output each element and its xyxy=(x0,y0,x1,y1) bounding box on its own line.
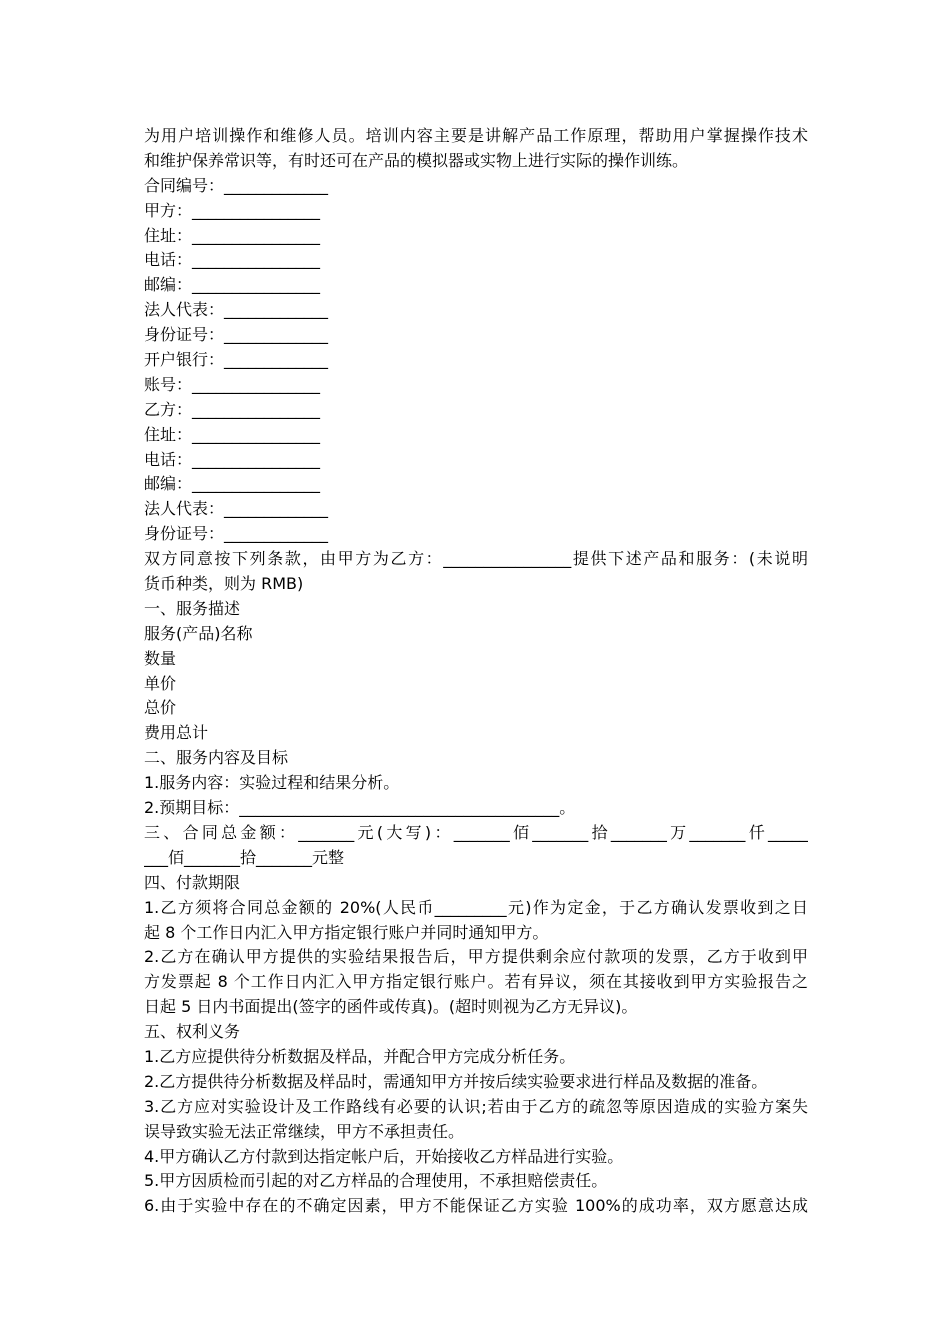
text-line: 2.乙方提供待分析数据及样品时，需通知甲方并按后续实验要求进行样品及数据的准备。 xyxy=(144,1071,768,1091)
text-line: 乙方：________________ xyxy=(144,399,321,419)
text-line: 电话：________________ xyxy=(144,449,321,469)
text-line: 五、权利义务 xyxy=(144,1022,241,1042)
text-line: 2.乙方在确认甲方提供的实验结果报告后，甲方提供剩余应付款项的发票，乙方于收到甲 xyxy=(144,947,808,967)
text-line: 身份证号：_____________ xyxy=(144,524,329,544)
text-line: 法人代表：_____________ xyxy=(144,499,329,519)
text-line: 法人代表：_____________ xyxy=(144,300,329,320)
text-line: 三、合同总金额：_______元(大写)：_______佰_______拾_______万_______仟_____ xyxy=(144,822,808,842)
text-line: 和维护保养常识等，有时还可在产品的模拟器或实物上进行实际的操作训练。 xyxy=(144,150,689,170)
text-line: 合同编号：_____________ xyxy=(144,175,329,195)
text-line: 日起 5 日内书面提出(签字的函件或传真)。(超时则视为乙方无异议)。 xyxy=(144,997,638,1017)
text-line: 住址：________________ xyxy=(144,225,321,245)
text-line: 1.服务内容：实验过程和结果分析。 xyxy=(144,773,400,793)
text-line: 费用总计 xyxy=(144,723,209,743)
text-line: 双方同意按下列条款，由甲方为乙方：________________提供下述产品和服务：(未说明 xyxy=(144,549,808,569)
text-line: 1.乙方应提供待分析数据及样品，并配合甲方完成分析任务。 xyxy=(144,1046,576,1066)
text-line: 邮编：________________ xyxy=(144,275,321,295)
text-line: 邮编：________________ xyxy=(144,474,321,494)
text-line: 四、付款期限 xyxy=(144,872,241,892)
text-line: 总价 xyxy=(144,698,177,718)
text-line: ___佰_______拾_______元整 xyxy=(144,847,345,867)
text-line: 误导致实验无法正常继续，甲方不承担责任。 xyxy=(144,1121,465,1141)
text-line: 方发票起 8 个工作日内汇入甲方指定银行账户。若有异议，须在其接收到甲方实验报告之 xyxy=(144,972,808,992)
text-line: 单价 xyxy=(144,673,177,693)
text-line: 4.甲方确认乙方付款到达指定帐户后，开始接收乙方样品进行实验。 xyxy=(144,1146,624,1166)
text-line: 开户银行：_____________ xyxy=(144,350,329,370)
text-line: 为用户培训操作和维修人员。培训内容主要是讲解产品工作原理，帮助用户掌握操作技术 xyxy=(144,126,808,145)
text-line: 一、服务描述 xyxy=(144,598,241,618)
text-line: 数量 xyxy=(144,648,177,668)
text-line: 服务(产品)名称 xyxy=(144,623,253,643)
text-line: 1.乙方须将合同总金额的 20%(人民币_________元)作为定金，于乙方确认发票收到之日 xyxy=(144,897,808,917)
text-line: 身份证号：_____________ xyxy=(144,325,329,345)
text-line: 6.由于实验中存在的不确定因素，甲方不能保证乙方实验 100%的成功率，双方愿意达成 xyxy=(144,1196,808,1216)
text-line: 二、服务内容及目标 xyxy=(144,748,289,768)
text-line: 货币种类，则为 RMB) xyxy=(144,574,304,594)
text-line: 3.乙方应对实验设计及工作路线有必要的认识;若由于乙方的疏忽等原因造成的实验方案失 xyxy=(144,1096,808,1116)
text-line: 起 8 个工作日内汇入甲方指定银行账户并同时通知甲方。 xyxy=(144,922,549,942)
document-body xyxy=(144,124,808,1219)
text-line: 5.甲方因质检而引起的对乙方样品的合理使用，不承担赔偿责任。 xyxy=(144,1171,608,1191)
text-line: 甲方：________________ xyxy=(144,200,321,220)
text-line: 电话：________________ xyxy=(144,250,321,270)
text-line: 账号：________________ xyxy=(144,374,321,394)
text-line: 2.预期目标：________________________________________。 xyxy=(144,798,576,818)
text-line: 住址：________________ xyxy=(144,424,321,444)
